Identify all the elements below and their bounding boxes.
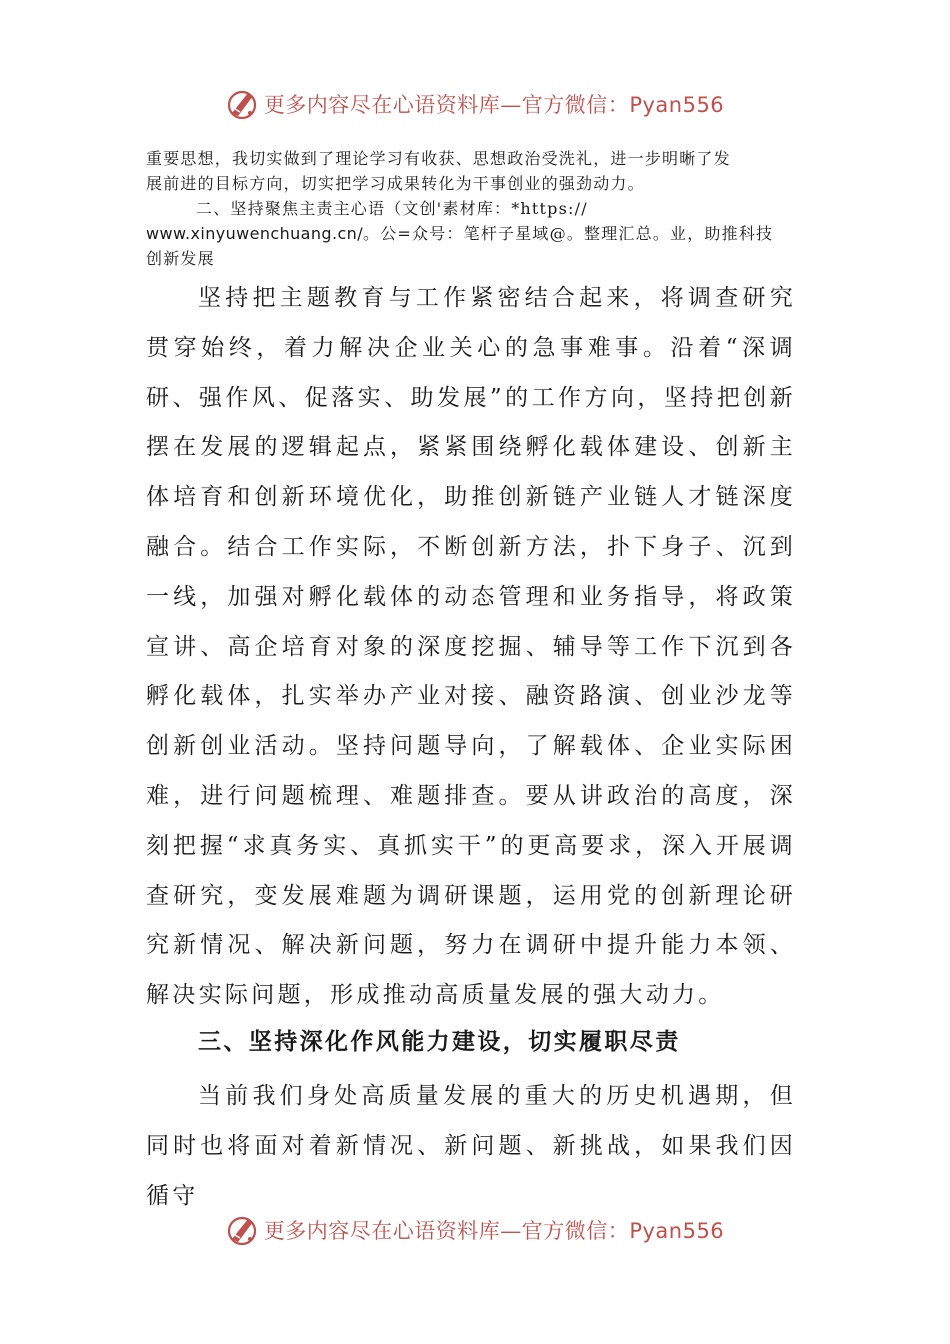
body-paragraph-1	[146, 274, 796, 1021]
banner-text: 更多内容尽在心语资料库—官方微信：Pyan556	[263, 1219, 725, 1243]
paragraph-text: 坚持把主题教育与工作紧密结合起来，将调查研究贯穿始终，着力解决企业关心的急事难事。沿着“深调研、强作风、促落实、助发展”的工作方向，坚持把创新摆在发展的逻辑起点，紧紧围绕孵化载体建设、创新主体培育和创新环境优化，助推创新链产业链人才链深度融合。结合工作实际，不断创新方法，扑下身子、沉到一线，加强对孵化载体的动态管理和业务指导，将政策宣讲、高企培育对象的深度挖掘、辅导等工作下沉到各孵化载体，扎实举办产业对接、融资路演、创业沙龙等创新创业活动。坚持问题导向，了解载体、企业实际困难，进行问题梳理、难题排查。要从讲政治的高度，深刻把握“求真务实、真抓实干”的更高要求，深入开展调查研究，变发展难题为调研课题，运用党的创新理论研究新情况、解决新问题，努力在调研中提升能力本领、解决实际问题，形成推动高质量发展的强大动力。	[146, 285, 796, 1009]
small-line: 创新发展	[146, 249, 215, 268]
body-paragraph-2	[146, 1072, 796, 1221]
paragraph-text: 当前我们身处高质量发展的重大的历史机遇期，但同时也将面对着新情况、新问题、新挑战，如果我们因循守	[146, 1083, 796, 1209]
small-text-block	[146, 146, 806, 271]
pen-circle-icon	[226, 87, 260, 121]
section-heading-3: 三、坚持深化作风能力建设，切实履职尽责	[198, 1028, 681, 1055]
header-banner	[0, 82, 950, 126]
pen-circle-icon	[226, 1213, 260, 1247]
wechat-id: Pyan556	[629, 93, 725, 117]
small-line: 二、坚持聚焦主责主心语（文创'素材库：*https://	[196, 199, 588, 218]
small-line: 重要思想，我切实做到了理论学习有收获、思想政治受洗礼，进一步明晰了发	[146, 149, 731, 168]
url-text: www.xinyuwenchuang.cn/	[146, 224, 364, 243]
banner-text: 更多内容尽在心语资料库—官方微信：Pyan556	[263, 93, 725, 117]
small-line: 展前进的目标方向，切实把学习成果转化为干事创业的强劲动力。	[146, 174, 645, 193]
footer-banner	[0, 1208, 950, 1252]
small-line-rest: 。公=众号：笔杆子星域@。整理汇总。业，助推科技	[363, 224, 774, 243]
small-line-url	[146, 221, 806, 246]
wechat-id: Pyan556	[629, 1219, 725, 1243]
